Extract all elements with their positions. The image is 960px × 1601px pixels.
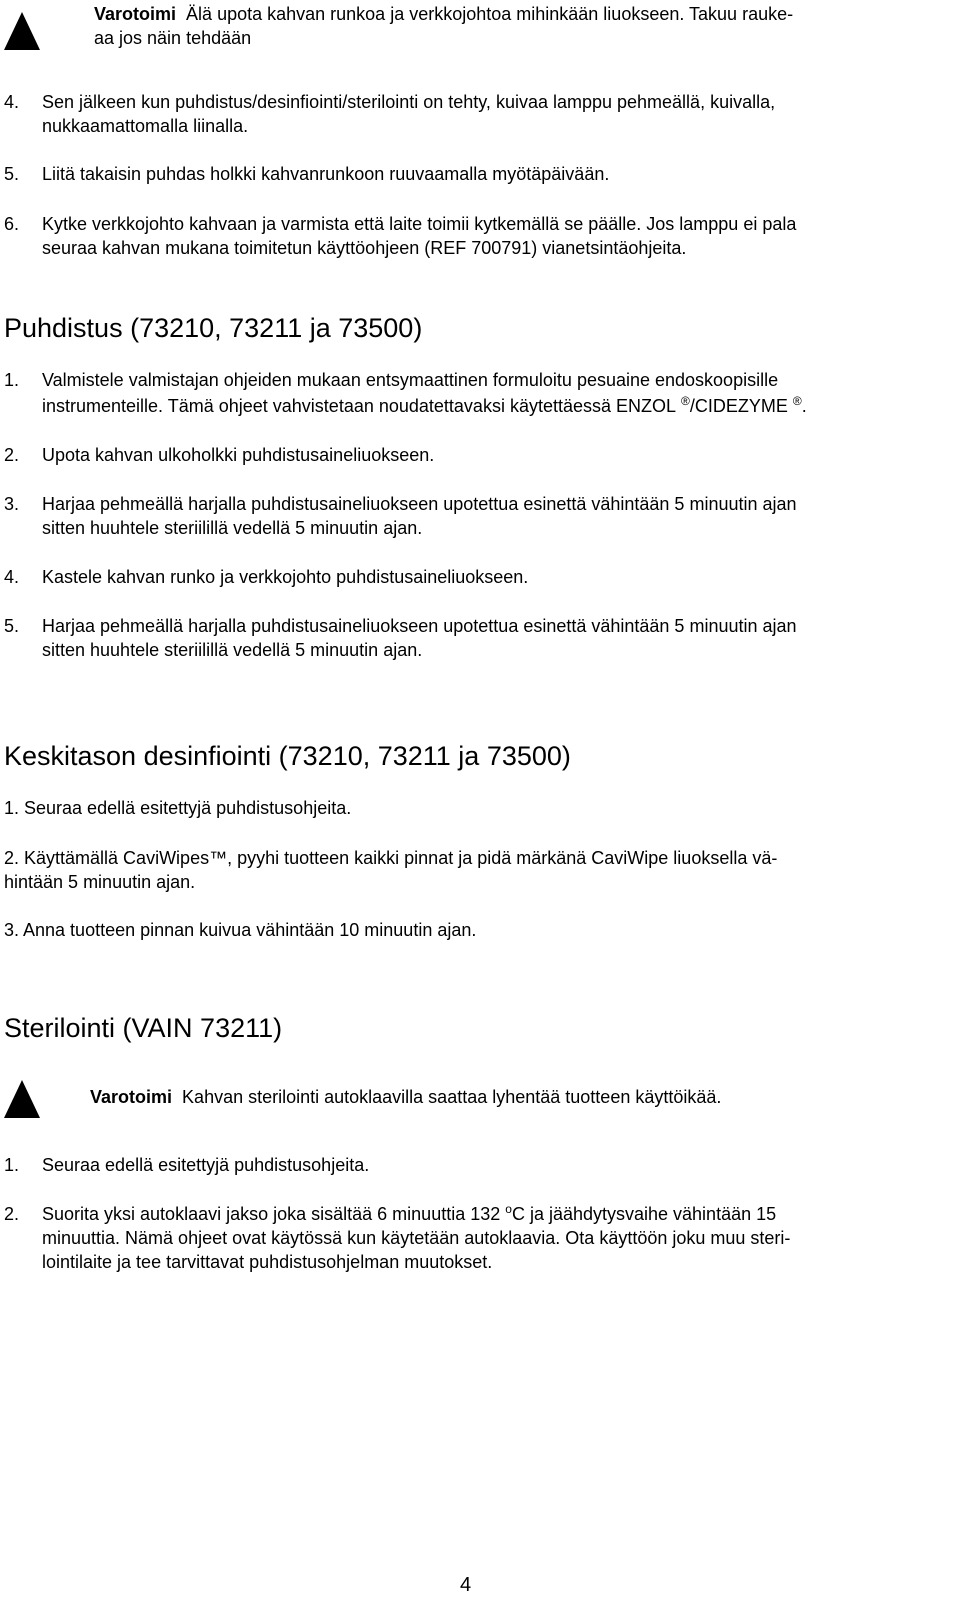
step-text: Harjaa pehmeällä harjalla puhdistusaineliuokseen upotettua esinettä vähintään 5 minuutin ajan bbox=[42, 616, 797, 636]
paragraph: 2. Käyttämällä CaviWipes™, pyyhi tuotteen kaikki pinnat ja pidä märkänä CaviWipe liuoksella vä- bbox=[4, 848, 778, 868]
section-heading-disinfection: Keskitason desinfiointi (73210, 73211 ja 73500) bbox=[4, 741, 571, 771]
section-heading-sterilization: Sterilointi (VAIN 73211) bbox=[4, 1013, 283, 1043]
step-text: instrumenteille. Tämä ohjeet vahvistetaan noudatettavaksi käytettäessä ENZOL ®/CIDEZYME ®. bbox=[42, 394, 807, 416]
step-text: Upota kahvan ulkoholkki puhdistusaineliuokseen. bbox=[42, 445, 435, 465]
step-number: 2. bbox=[4, 445, 20, 465]
step-text: minuuttia. Nämä ohjeet ovat käytössä kun käytetään autoklaavia. Ota käyttöön joku muu steri- bbox=[42, 1228, 791, 1248]
warning-triangle-icon bbox=[4, 12, 40, 50]
step-text: Seuraa edellä esitettyjä puhdistusohjeita. bbox=[42, 1155, 370, 1175]
paragraph: hintään 5 minuutin ajan. bbox=[4, 872, 196, 892]
step-number: 5. bbox=[4, 164, 20, 184]
registered-mark: ® bbox=[681, 394, 690, 408]
step-text: Kytke verkkojohto kahvaan ja varmista että laite toimii kytkemällä se päälle. Jos lamppu ei pala bbox=[42, 214, 797, 234]
step-text: Suorita yksi autoklaavi jakso joka sisältää 6 minuuttia 132 $^o$C ja jäähdytysvaihe vähintään 15 bbox=[42, 1202, 777, 1224]
step-text: sitten huuhtele steriilillä vedellä 5 minuutin ajan. bbox=[42, 518, 423, 538]
warning-title: Varotoimi bbox=[90, 1087, 173, 1107]
paragraph: 1. Seuraa edellä esitettyjä puhdistusohjeita. bbox=[4, 798, 352, 818]
step-number: 1. bbox=[4, 1155, 20, 1175]
section-heading-cleaning: Puhdistus (73210, 73211 ja 73500) bbox=[4, 313, 423, 343]
page-number: 4 bbox=[460, 1574, 472, 1596]
registered-mark: ® bbox=[792, 394, 802, 408]
step-number: 3. bbox=[4, 494, 20, 514]
step-text: nukkaamattomalla liinalla. bbox=[42, 116, 249, 136]
step-number: 4. bbox=[4, 92, 20, 112]
warning-text bbox=[94, 2, 793, 26]
step-text: Sen jälkeen kun puhdistus/desinfiointi/sterilointi on tehty, kuivaa lamppu pehmeällä, kuivalla, bbox=[42, 92, 776, 112]
warning-triangle-icon bbox=[4, 1080, 40, 1118]
step-text: lointilaite ja tee tarvittavat puhdistusohjelman muutokset. bbox=[42, 1252, 493, 1272]
step-text: Kastele kahvan runko ja verkkojohto puhdistusaineliuokseen. bbox=[42, 567, 529, 587]
step-number: 2. bbox=[4, 1204, 20, 1224]
step-text: Harjaa pehmeällä harjalla puhdistusaineliuokseen upotettua esinettä vähintään 5 minuutin ajan bbox=[42, 494, 797, 514]
warning-text: Varotoimi Kahvan sterilointi autoklaavilla saattaa lyhentää tuotteen käyttöikää. bbox=[90, 1087, 722, 1107]
step-text: Liitä takaisin puhdas holkki kahvanrunkoon ruuvaamalla myötäpäivään. bbox=[42, 164, 610, 184]
warning-line-1: Älä upota kahvan runkoa ja verkkojohtoa mihinkään liuokseen. Takuu rauke- bbox=[186, 4, 794, 24]
warning-line-2: aa jos näin tehdään bbox=[94, 28, 252, 48]
step-text: Valmistele valmistajan ohjeiden mukaan entsymaattinen formuloitu pesuaine endoskoopisille bbox=[42, 370, 779, 390]
step-number: 6. bbox=[4, 214, 20, 234]
step-number: 4. bbox=[4, 567, 20, 587]
step-number: 5. bbox=[4, 616, 20, 636]
step-text: sitten huuhtele steriilillä vedellä 5 minuutin ajan. bbox=[42, 640, 423, 660]
step-text: seuraa kahvan mukana toimitetun käyttöohjeen (REF 700791) vianetsintäohjeita. bbox=[42, 238, 687, 258]
paragraph: 3. Anna tuotteen pinnan kuivua vähintään 10 minuutin ajan. bbox=[4, 920, 477, 940]
degree-mark: o bbox=[505, 1202, 512, 1216]
warning-title: Varotoimi bbox=[94, 4, 177, 24]
step-number: 1. bbox=[4, 370, 20, 390]
